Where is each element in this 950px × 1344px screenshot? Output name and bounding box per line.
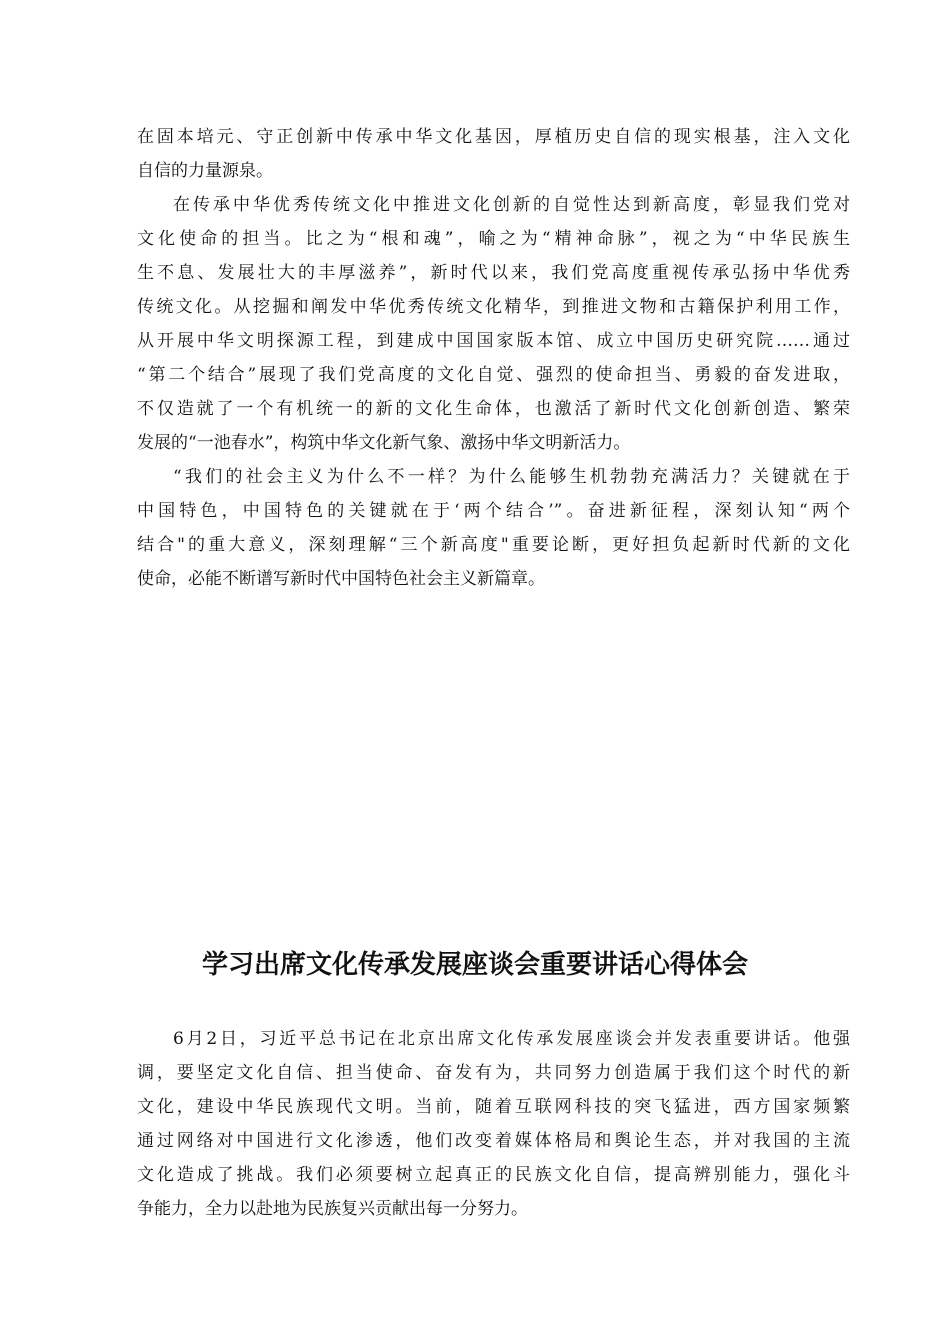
body-text-top bbox=[137, 120, 850, 596]
text-line: 在固本培元、守正创新中传承中华文化基因，厚植历史自信的现实根基，注入文化 bbox=[137, 127, 850, 147]
text-line: 自信的力量源泉。 bbox=[137, 161, 273, 181]
paragraph-3 bbox=[137, 460, 850, 596]
paragraph-1 bbox=[137, 120, 850, 188]
text-line: 从开展中华文明探源工程，到建成中国国家版本馆、成立中国历史研究院……通过 bbox=[137, 331, 850, 351]
text-line: 不仅造就了一个有机统一的新的文化生命体，也激活了新时代文化创新创造、繁荣 bbox=[137, 399, 850, 419]
text-line: 中国特色，中国特色的关键就在于‘两个结合’”。奋进新征程，深刻认知“两个 bbox=[137, 501, 850, 521]
text-line: “我们的社会主义为什么不一样？为什么能够生机勃勃充满活力？关键就在于 bbox=[173, 467, 850, 487]
paragraph-4 bbox=[137, 1022, 850, 1226]
body-text-bottom bbox=[137, 1022, 850, 1226]
text-line: 争能力，全力以赴地为民族复兴贡献出每一分努力。 bbox=[137, 1199, 528, 1219]
text-line: 传统文化。从挖掘和阐发中华优秀传统文化精华，到推进文物和古籍保护利用工作， bbox=[137, 297, 850, 317]
text-line: 结合"的重大意义，深刻理解“三个新高度"重要论断，更好担负起新时代新的文化 bbox=[137, 535, 850, 555]
article-title: 学习出席文化传承发展座谈会重要讲话心得体会 bbox=[201, 950, 748, 980]
text-line: “第二个结合”展现了我们党高度的文化自觉、强烈的使命担当、勇毅的奋发进取， bbox=[137, 365, 850, 385]
text-line: 文化使命的担当。比之为“根和魂”，喻之为“精神命脉”，视之为“中华民族生 bbox=[137, 229, 850, 249]
paragraph-2 bbox=[137, 188, 850, 460]
text-line: 在传承中华优秀传统文化中推进文化创新的自觉性达到新高度，彰显我们党对 bbox=[173, 195, 850, 215]
text-line: 发展的“一池春水”，构筑中华文化新气象、激扬中华文明新活力。 bbox=[137, 433, 631, 453]
text-line: 文化造成了挑战。我们必须要树立起真正的民族文化自信，提高辨别能力，强化斗 bbox=[137, 1165, 850, 1185]
text-line: 使命，必能不断谱写新时代中国特色社会主义新篇章。 bbox=[137, 569, 545, 589]
text-line: 文化，建设中华民族现代文明。当前，随着互联网科技的突飞猛进，西方国家频繁 bbox=[137, 1097, 850, 1117]
text-line: 生不息、发展壮大的丰厚滋养”，新时代以来，我们党高度重视传承弘扬中华优秀 bbox=[137, 263, 850, 283]
text-line: 调，要坚定文化自信、担当使命、奋发有为，共同努力创造属于我们这个时代的新 bbox=[137, 1063, 850, 1083]
text-line: 6月2日，习近平总书记在北京出席文化传承发展座谈会并发表重要讲话。他强 bbox=[173, 1029, 850, 1049]
text-line: 通过网络对中国进行文化渗透，他们改变着媒体格局和舆论生态，并对我国的主流 bbox=[137, 1131, 850, 1151]
